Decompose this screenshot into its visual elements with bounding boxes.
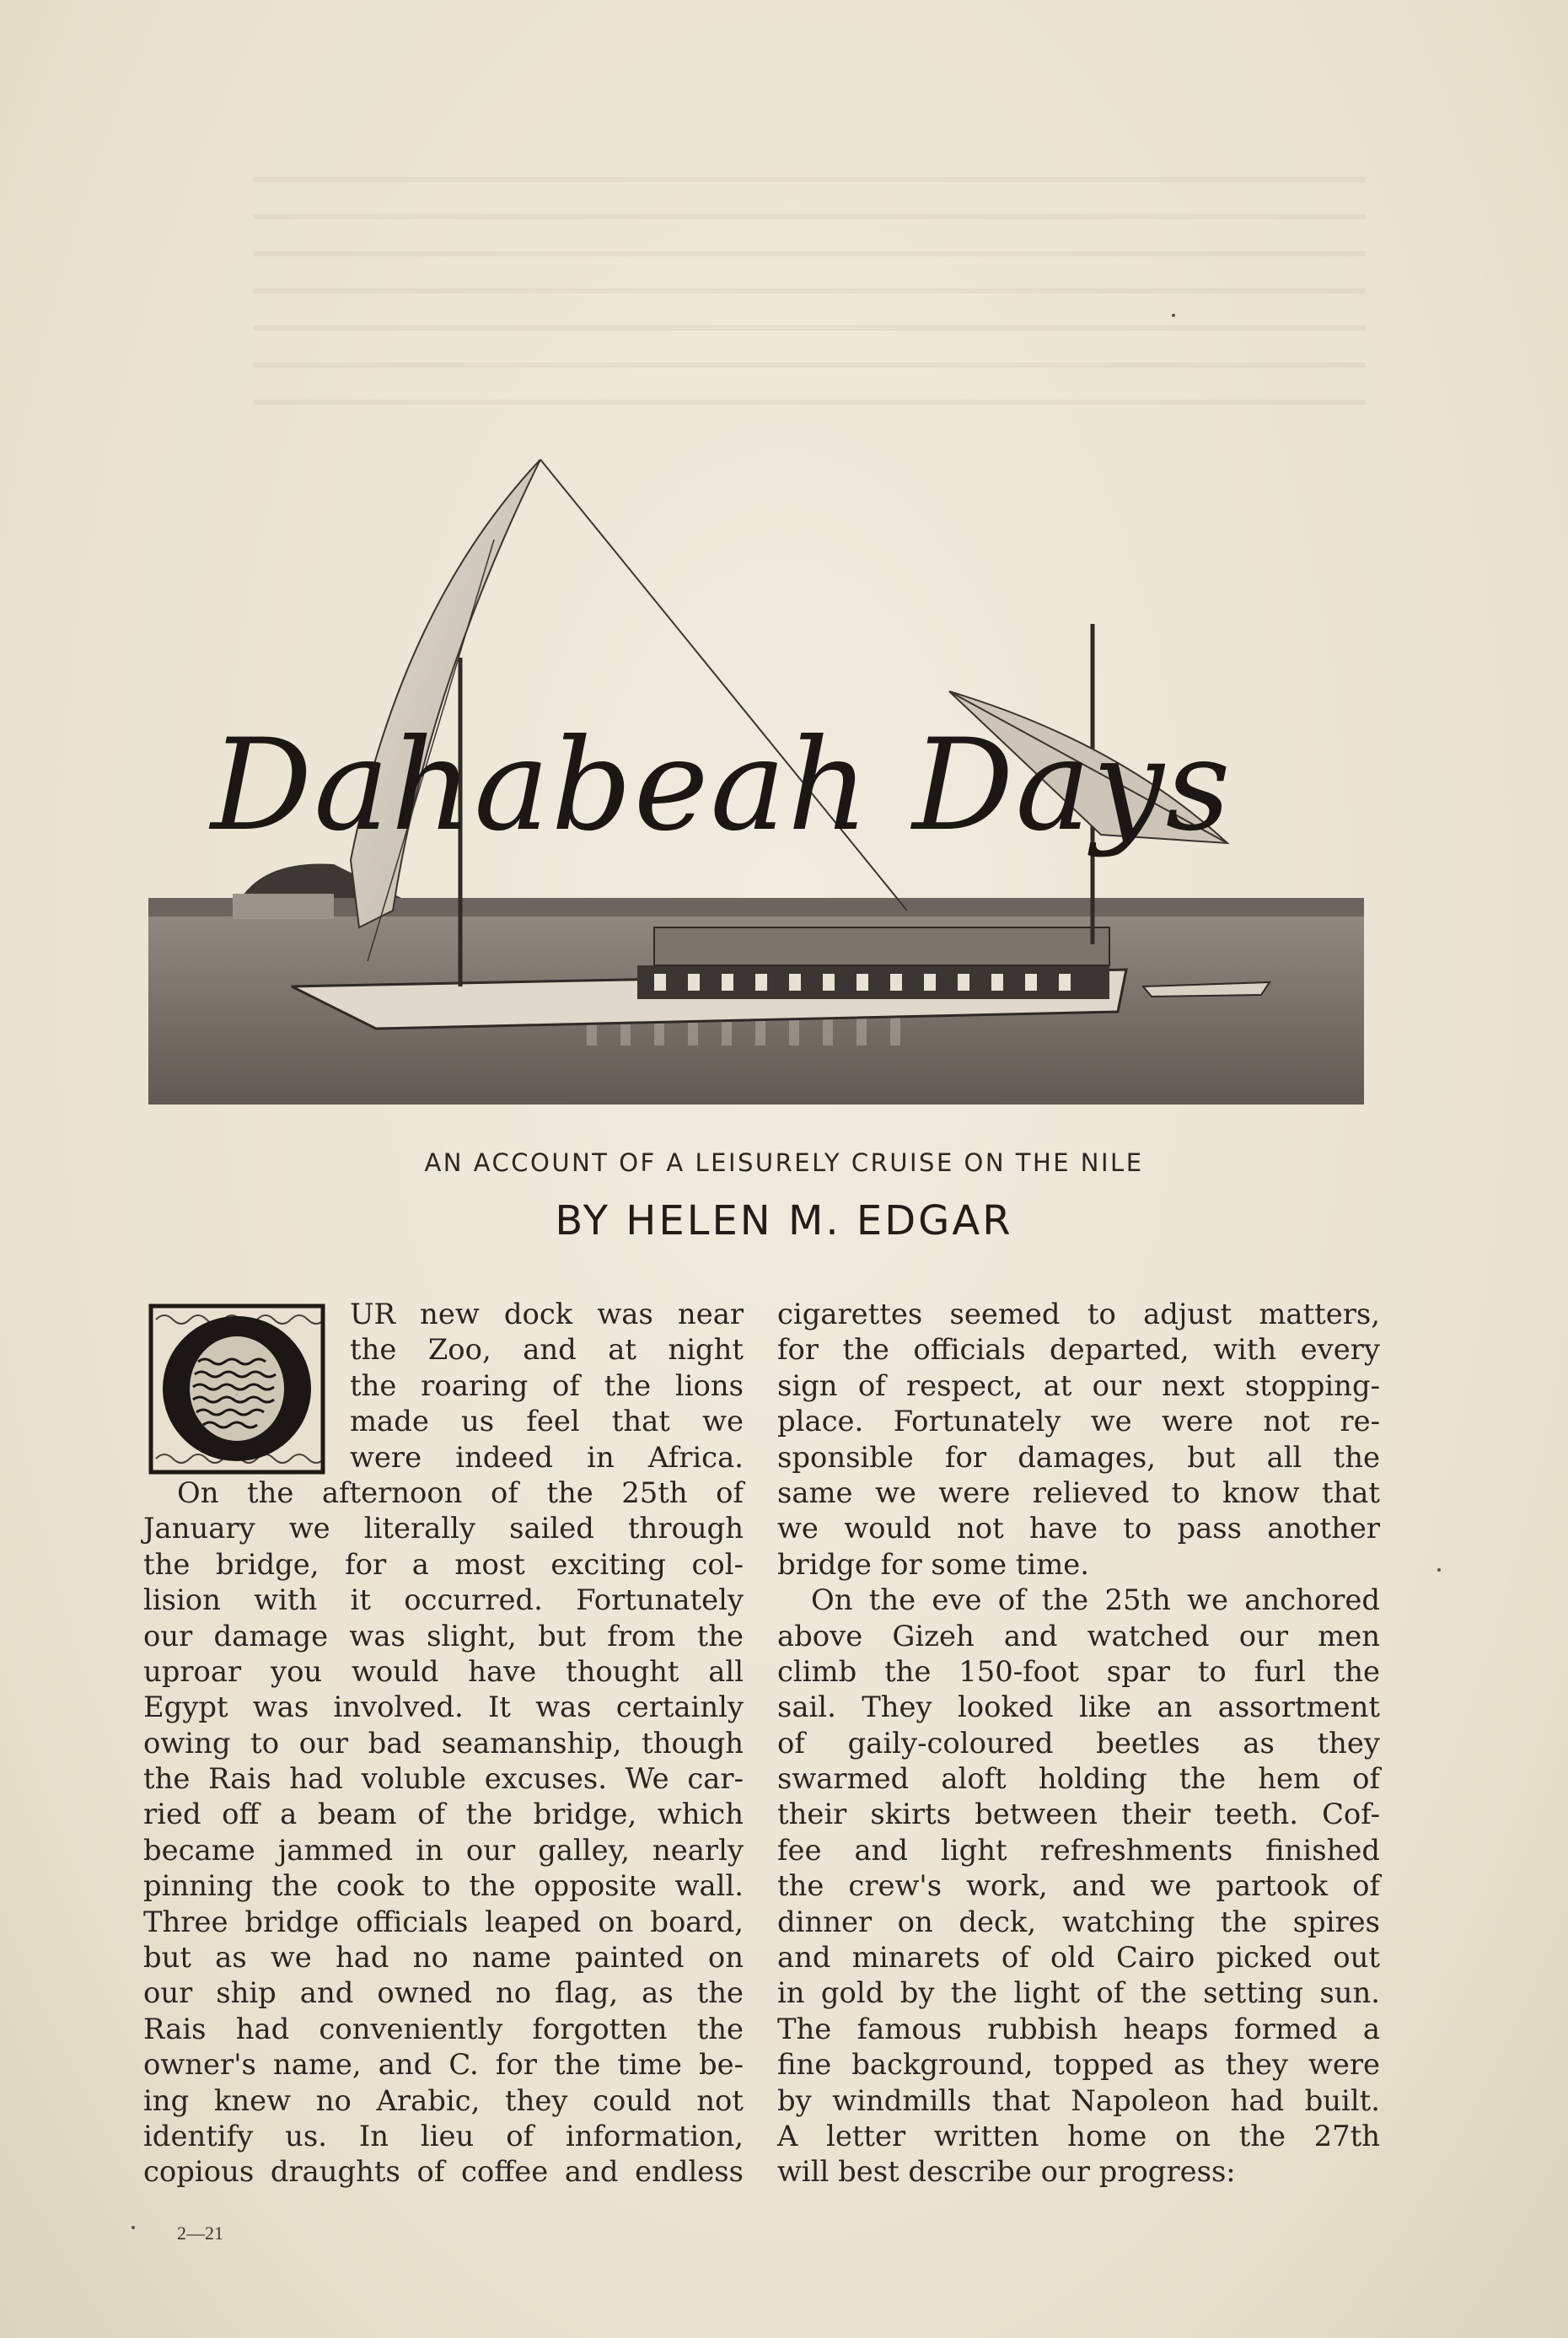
text-line: bridge for some time. xyxy=(777,1547,1090,1581)
text-line: made us feel that we xyxy=(350,1405,744,1438)
text-line: swarmed aloft holding the hem of xyxy=(777,1762,1380,1796)
text-line: for the officials departed, with every xyxy=(777,1333,1380,1367)
text-line: Rais had conveniently forgotten the xyxy=(143,2012,744,2045)
text-line: sponsible for damages, but all the xyxy=(777,1440,1380,1474)
text-line: January we literally sailed through xyxy=(143,1512,744,1545)
dropcap-letter: O xyxy=(236,1395,238,1396)
right-column xyxy=(777,1297,1380,2190)
text-line: Three bridge officials leaped on board, xyxy=(143,1905,744,1938)
text-line: the Zoo, and at night xyxy=(350,1333,744,1367)
text-line: and minarets of old Cairo picked out xyxy=(777,1941,1380,1975)
text-line: were indeed in Africa. xyxy=(350,1440,744,1474)
text-line: fine background, topped as they were xyxy=(777,2048,1380,2082)
text-line: Egypt was involved. It was certainly xyxy=(143,1690,744,1724)
print-speck xyxy=(1437,1568,1441,1572)
article-title: Dahabeah Days xyxy=(211,712,1232,859)
text-line: dinner on deck, watching the spires xyxy=(777,1905,1380,1938)
text-line: sign of respect, at our next stopping- xyxy=(777,1368,1380,1402)
article-byline: BY HELEN M. EDGAR xyxy=(555,1197,1013,1244)
text-line: their skirts between their teeth. Cof- xyxy=(777,1798,1380,1831)
text-line: cigarettes seemed to adjust matters, xyxy=(777,1298,1380,1330)
text-line: fee and light refreshments finished xyxy=(777,1833,1380,1867)
article-subtitle: AN ACCOUNT OF A LEISURELY CRUISE ON THE NILE xyxy=(424,1148,1144,1177)
text-line: pinning the cook to the opposite wall. xyxy=(143,1869,744,1903)
text-line: owing to our bad seamanship, though xyxy=(143,1726,744,1760)
text-line: lision with it occurred. Fortunately xyxy=(143,1583,744,1617)
text-line: On the afternoon of the 25th of xyxy=(177,1475,744,1509)
text-line: UR new dock was near xyxy=(350,1298,744,1330)
text-line: in gold by the light of the setting sun. xyxy=(777,1976,1380,2010)
text-line: the Rais had voluble excuses. We car- xyxy=(143,1762,744,1796)
text-line: ried off a beam of the bridge, which xyxy=(143,1798,744,1831)
text-line: became jammed in our galley, nearly xyxy=(143,1833,744,1867)
text-line: uproar you would have thought all xyxy=(143,1654,744,1688)
text-line: The famous rubbish heaps formed a xyxy=(777,2012,1380,2045)
text-line: we would not have to pass another xyxy=(777,1512,1380,1545)
text-line: same we were relieved to know that xyxy=(777,1475,1380,1509)
print-speck xyxy=(1172,314,1175,317)
text-line: climb the 150-foot spar to furl the xyxy=(777,1654,1380,1688)
text-line: will best describe our progress: xyxy=(777,2155,1236,2189)
text-line: On the eve of the 25th we anchored xyxy=(811,1583,1380,1617)
text-line: owner's name, and C. for the time be- xyxy=(143,2048,744,2082)
text-line: but as we had no name painted on xyxy=(143,1941,744,1975)
print-speck xyxy=(132,2226,135,2229)
text-line: our ship and owned no flag, as the xyxy=(143,1976,744,2010)
text-line: above Gizeh and watched our men xyxy=(777,1619,1380,1653)
text-line: A letter written home on the 27th xyxy=(777,2119,1380,2153)
text-line: by windmills that Napoleon had built. xyxy=(777,2083,1380,2117)
left-column xyxy=(143,1297,744,2190)
text-line: place. Fortunately we were not re- xyxy=(777,1405,1380,1438)
text-line: the roaring of the lions xyxy=(350,1368,744,1402)
text-line: identify us. In lieu of information, xyxy=(143,2119,744,2153)
text-line: our damage was slight, but from the xyxy=(143,1619,744,1653)
text-line: ing knew no Arabic, they could not xyxy=(143,2083,744,2117)
text-line: of gaily-coloured beetles as they xyxy=(777,1726,1380,1760)
text-line: the crew's work, and we partook of xyxy=(777,1869,1380,1903)
bleed-through-texture xyxy=(253,177,1366,430)
text-line: the bridge, for a most exciting col- xyxy=(143,1547,744,1581)
text-line: copious draughts of coffee and endless xyxy=(143,2155,744,2189)
page-folio: 2—21 xyxy=(177,2222,223,2244)
text-line: sail. They looked like an assortment xyxy=(777,1690,1380,1724)
